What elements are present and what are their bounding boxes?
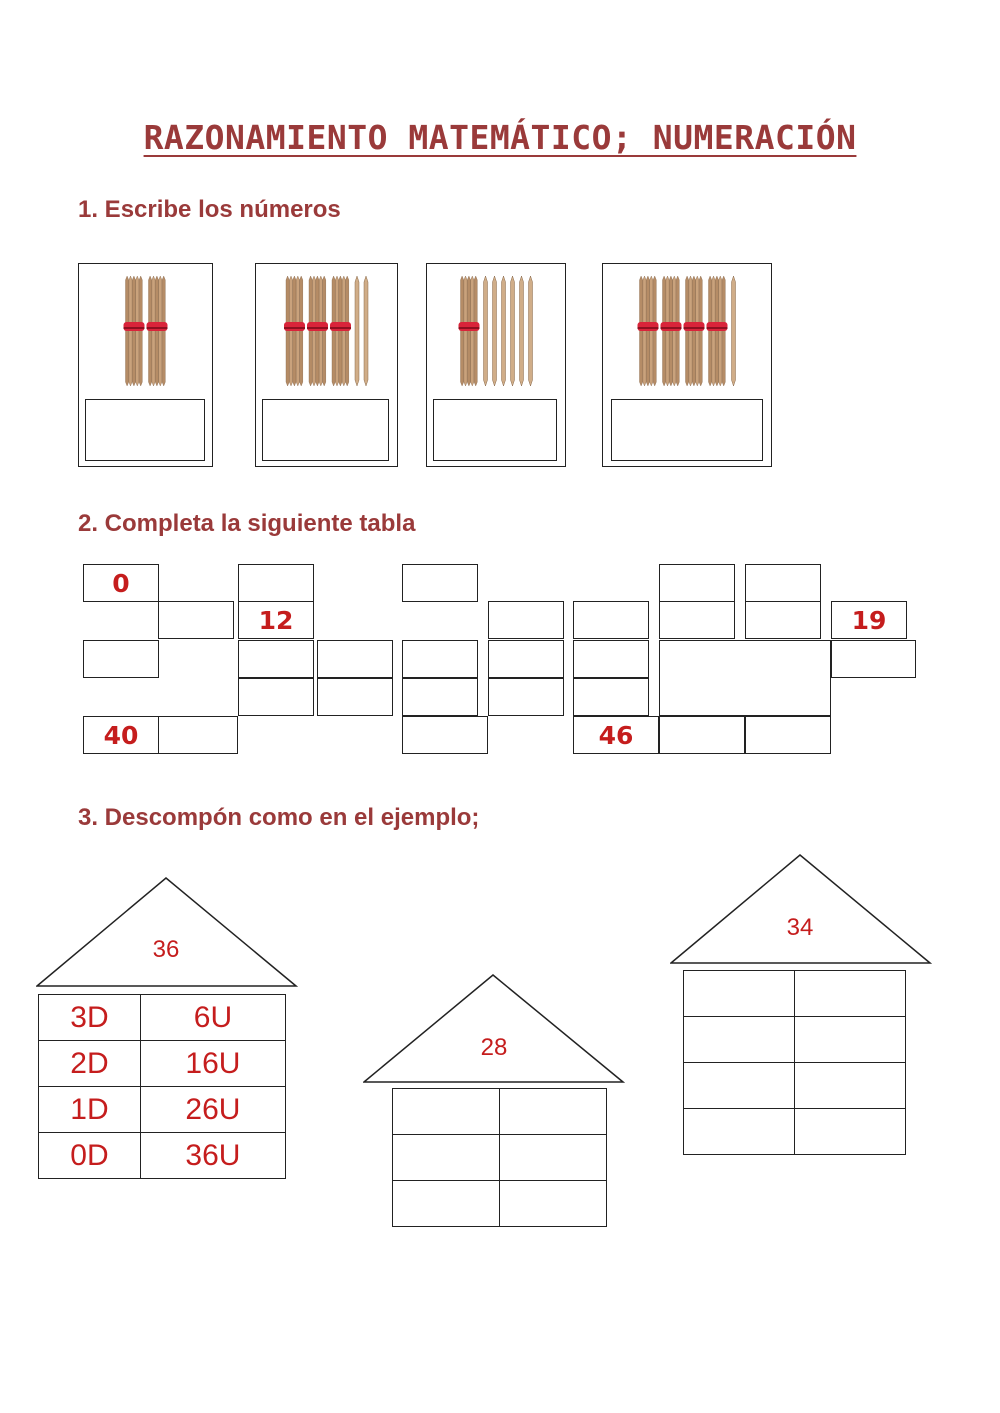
grid-cell[interactable] [83,640,159,678]
decomposition-table [392,1088,607,1227]
grid-cell[interactable] [488,678,564,716]
units-cell[interactable] [795,971,906,1017]
tens-cell: 2D [39,1041,141,1087]
single-stick [355,276,359,386]
tens-cell[interactable] [684,1017,795,1063]
answer-box[interactable] [611,399,763,461]
sticks-card-1 [78,263,213,467]
tens-cell[interactable] [684,1063,795,1109]
sticks-picture [79,264,214,394]
house-roof [363,973,625,1085]
grid-cell[interactable] [745,564,821,602]
single-stick [520,276,524,386]
tens-cell[interactable] [393,1181,500,1227]
sticks-card-4 [602,263,772,467]
grid-cell[interactable] [659,564,735,602]
stick-bundle [330,276,351,386]
units-cell[interactable] [500,1089,607,1135]
tens-cell[interactable] [393,1089,500,1135]
single-stick [732,276,736,386]
section1-heading: 1. Escribe los números [78,196,341,223]
stick-bundle [459,276,480,386]
stick-bundle [638,276,659,386]
units-cell[interactable] [500,1181,607,1227]
grid-cell[interactable] [745,716,831,754]
units-cell[interactable] [795,1109,906,1155]
tens-cell[interactable] [684,971,795,1017]
stick-bundle [684,276,705,386]
decomposition-table [38,994,286,1179]
grid-cell[interactable] [659,601,735,639]
grid-cell[interactable] [745,601,821,639]
tens-cell: 1D [39,1087,141,1133]
grid-cell[interactable] [317,640,393,678]
grid-cell: 12 [238,601,314,639]
single-stick [364,276,368,386]
tens-cell: 3D [39,995,141,1041]
sticks-picture [603,264,773,394]
answer-box[interactable] [85,399,205,461]
stick-bundle [124,276,145,386]
answer-box[interactable] [433,399,557,461]
house-roof [670,853,932,965]
section2-heading: 2. Completa la siguiente tabla [78,510,416,537]
grid-cell[interactable] [402,716,488,754]
stick-bundle [284,276,305,386]
grid-cell: 0 [83,564,159,602]
section3-heading: 3. Descompón como en el ejemplo; [78,804,480,831]
house-roof [36,876,298,988]
sticks-picture [256,264,399,394]
grid-cell: 19 [831,601,907,639]
roof-number: 36 [152,936,180,963]
grid-cell[interactable] [238,678,314,716]
grid-cell[interactable] [238,640,314,678]
tens-cell: 0D [39,1133,141,1179]
roof-number: 34 [786,914,814,941]
stick-bundle [707,276,728,386]
units-cell[interactable] [795,1063,906,1109]
single-stick [484,276,488,386]
grid-cell[interactable] [573,601,649,639]
grid-cell[interactable] [573,640,649,678]
sticks-card-2 [255,263,398,467]
single-stick [511,276,515,386]
grid-cell[interactable] [158,716,238,754]
decomposition-table [683,970,906,1155]
tens-cell[interactable] [684,1109,795,1155]
grid-cell[interactable] [158,601,234,639]
grid-cell: 40 [83,716,159,754]
tens-cell[interactable] [393,1135,500,1181]
grid-cell[interactable] [488,601,564,639]
units-cell: 36U [140,1133,285,1179]
units-cell: 26U [140,1087,285,1133]
single-stick [529,276,533,386]
grid-cell[interactable] [488,640,564,678]
grid-cell[interactable] [831,640,916,678]
sticks-picture [427,264,567,394]
single-stick [502,276,506,386]
grid-cell[interactable] [317,678,393,716]
stick-bundle [147,276,168,386]
roof-number: 28 [480,1034,508,1061]
grid-cell[interactable] [659,716,745,754]
grid-cell[interactable] [659,640,831,716]
units-cell: 16U [140,1041,285,1087]
single-stick [493,276,497,386]
stick-bundle [307,276,328,386]
grid-cell[interactable] [402,678,478,716]
sticks-card-3 [426,263,566,467]
grid-cell: 46 [573,716,659,754]
units-cell: 6U [140,995,285,1041]
grid-cell[interactable] [402,640,478,678]
page-title: RAZONAMIENTO MATEMÁTICO; NUMERACIÓN [143,118,857,157]
units-cell[interactable] [500,1135,607,1181]
grid-cell[interactable] [238,564,314,602]
grid-cell[interactable] [402,564,478,602]
grid-cell[interactable] [573,678,649,716]
units-cell[interactable] [795,1017,906,1063]
answer-box[interactable] [262,399,389,461]
stick-bundle [661,276,682,386]
